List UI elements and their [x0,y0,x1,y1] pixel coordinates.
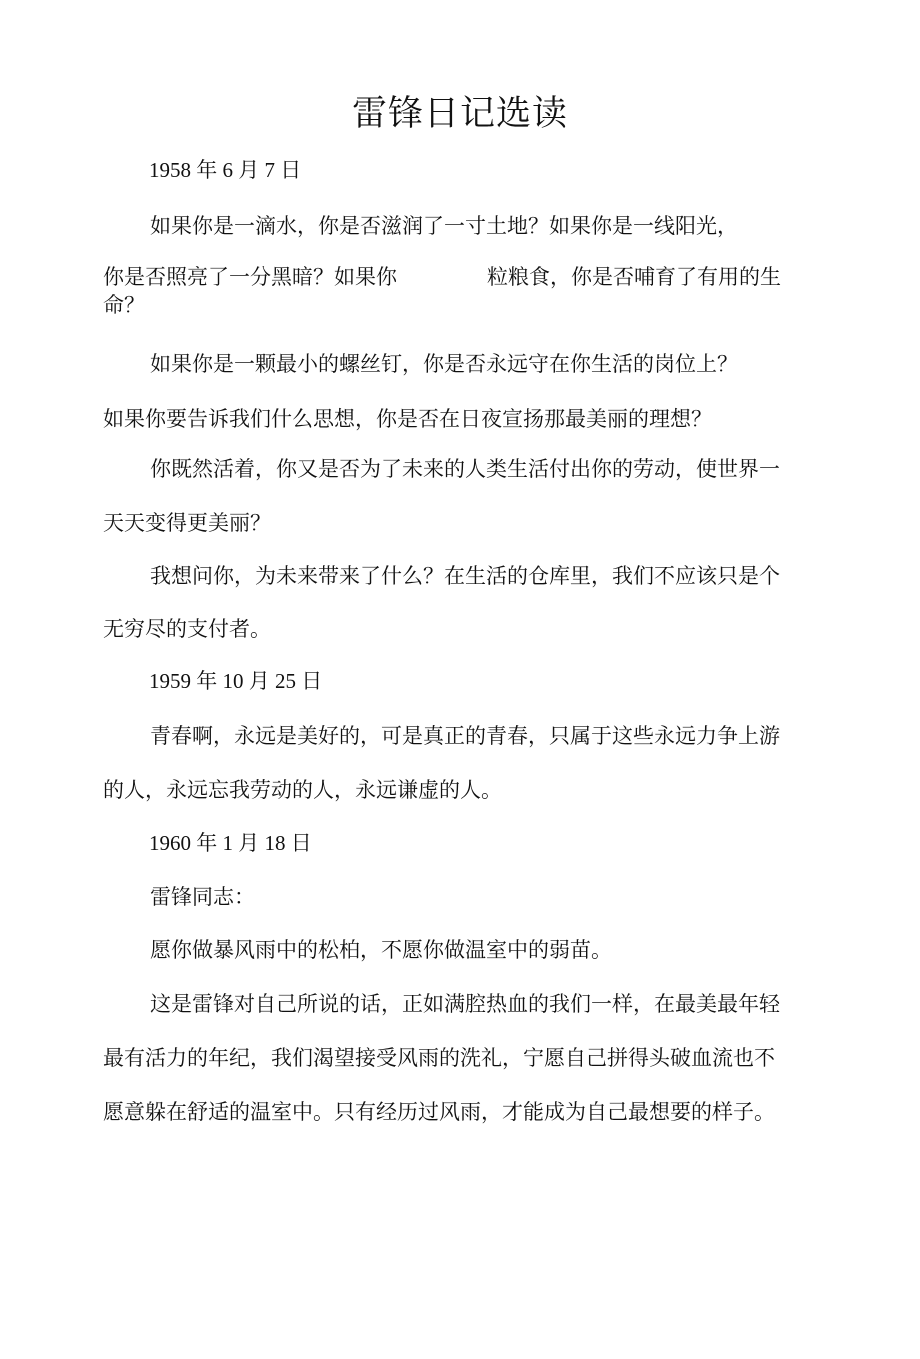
paragraph-line: 如果你是一颗最小的螺丝钉，你是否永远守在你生活的岗位上？ [150,352,738,376]
entry-date: 1958 年 6 月 7 日 [149,158,302,182]
paragraph-line: 你既然活着，你又是否为了未来的人类生活付出你的劳动，使世界一 [150,457,780,481]
paragraph-line: 粒粮食，你是否哺育了有用的生 [487,265,781,289]
paragraph-line: 无穷尽的支付者。 [103,617,271,641]
paragraph-line: 的人，永远忘我劳动的人，永远谦虚的人。 [103,778,502,802]
entry-date: 1960 年 1 月 18 日 [149,831,312,855]
paragraph-line: 命？ [103,293,145,317]
paragraph-line: 天天变得更美丽？ [103,511,271,535]
paragraph-line: 愿你做暴风雨中的松柏，不愿你做温室中的弱苗。 [150,938,612,962]
paragraph-line: 我想问你，为未来带来了什么？在生活的仓库里，我们不应该只是个 [150,564,780,588]
document-title: 雷锋日记选读 [351,94,568,134]
commentary-line: 这是雷锋对自己所说的话，正如满腔热血的我们一样，在最美最年轻 [150,992,780,1016]
commentary-line: 最有活力的年纪，我们渴望接受风雨的洗礼，宁愿自己拼得头破血流也不 [103,1046,775,1070]
entry-date: 1959 年 10 月 25 日 [149,669,323,693]
paragraph-line: 青春啊，永远是美好的，可是真正的青春，只属于这些永远力争上游 [150,724,780,748]
commentary-line: 愿意躲在舒适的温室中。只有经历过风雨，才能成为自己最想要的样子。 [103,1100,775,1124]
paragraph-line: 如果你是一滴水，你是否滋润了一寸土地？如果你是一线阳光， [150,214,738,238]
paragraph-line: 雷锋同志： [150,885,255,909]
paragraph-line: 你是否照亮了一分黑暗？如果你 [103,265,397,289]
paragraph-line: 如果你要告诉我们什么思想，你是否在日夜宣扬那最美丽的理想？ [103,407,712,431]
